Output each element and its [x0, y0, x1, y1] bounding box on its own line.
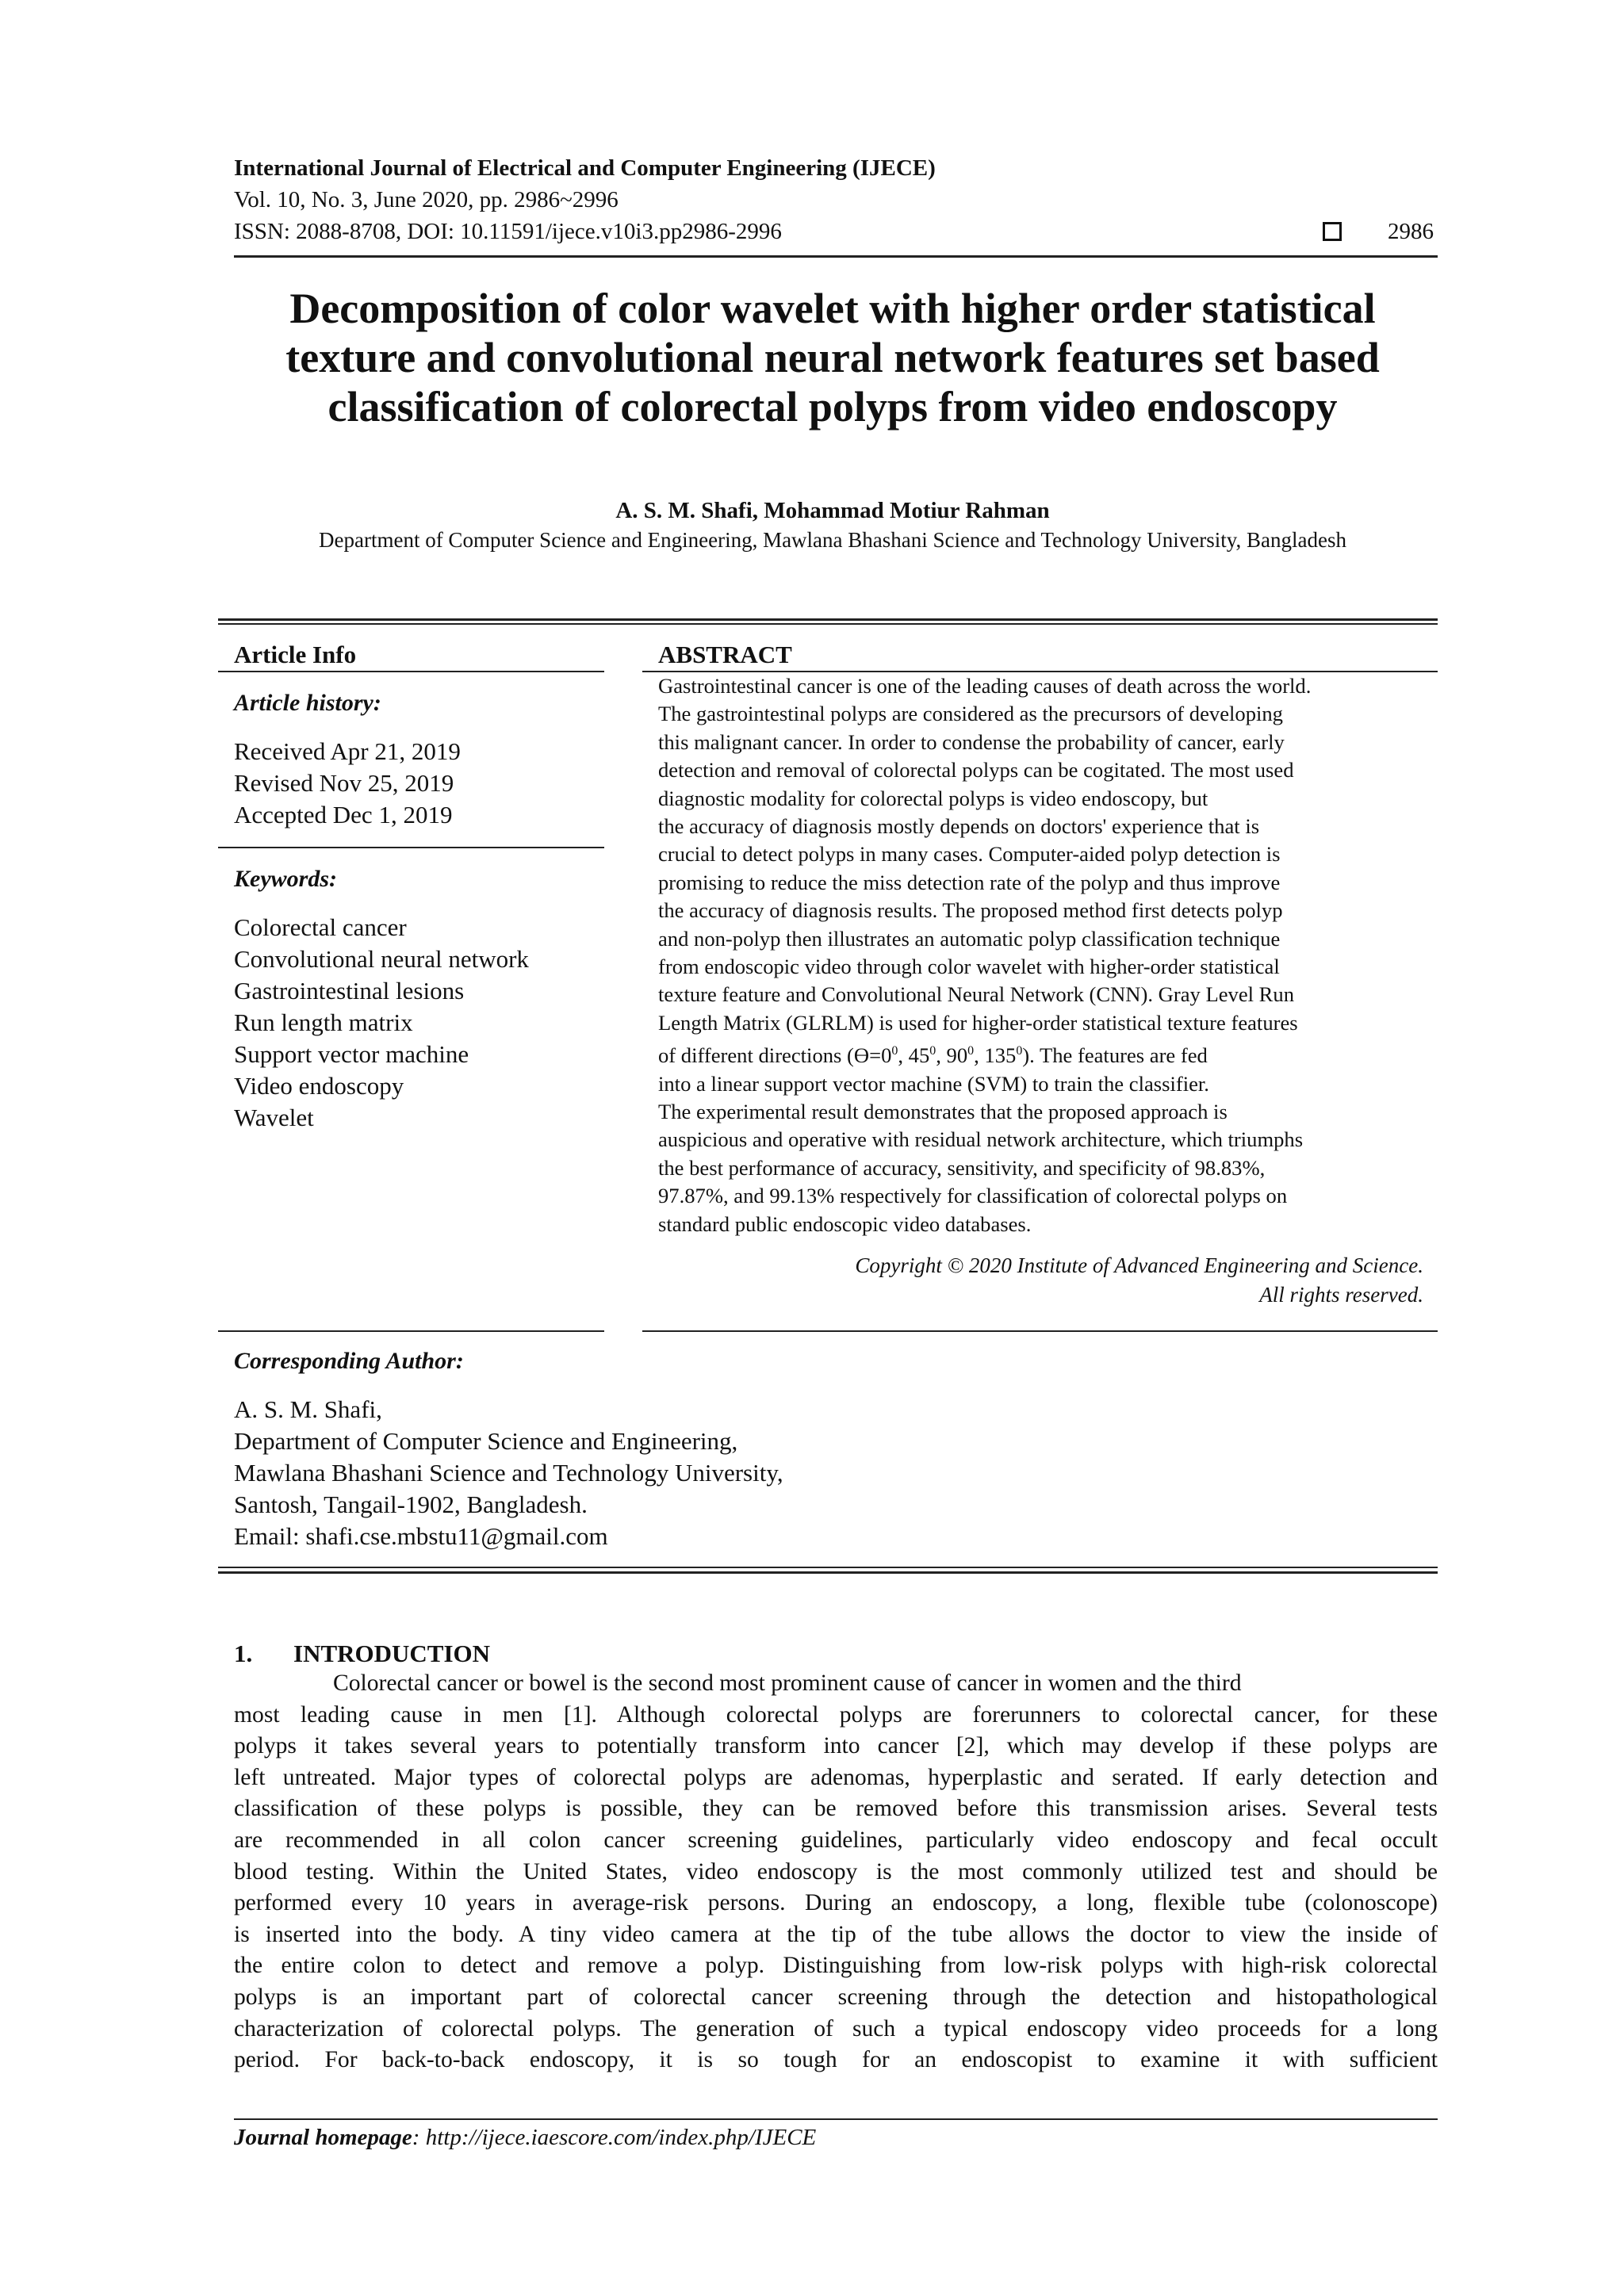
- intro-line: is inserted into the body. A tiny video camera at the tip of the tube allows the doctor to view the inside of: [234, 1921, 1438, 1947]
- intro-line: left untreated. Major types of colorectal polyps are adenomas, hyperplastic and serated. If early detection and: [234, 1764, 1438, 1790]
- author-line: A. S. M. Shafi,: [234, 1395, 382, 1423]
- abstract-line: the best performance of accuracy, sensitivity, and specificity of 98.83%,: [658, 1155, 1266, 1180]
- intro-line: blood testing. Within the United States, video endoscopy is the most commonly utilized test and should be: [234, 1858, 1438, 1885]
- intro-line: performed every 10 years in average-risk persons. During an endoscopy, a long, flexible tube (colonoscope): [234, 1890, 1438, 1916]
- homepage-colon: :: [412, 2125, 426, 2150]
- angle-sup: 0: [1016, 1044, 1023, 1058]
- angle-prefix: of different directions (Ɵ=0: [658, 1043, 892, 1068]
- keyword-item: Support vector machine: [234, 1040, 469, 1068]
- intro-line: the entire colon to detect and remove a polyp. Distinguishing from low-risk polyps with high-risk colorectal: [234, 1953, 1438, 1979]
- abstract-line: standard public endoscopic video databases.: [658, 1211, 1032, 1236]
- author-email: Email: shafi.cse.mbstu11@gmail.com: [234, 1522, 608, 1550]
- abstract-line: the accuracy of diagnosis mostly depends on doctors' experience that is: [658, 814, 1260, 839]
- section-rule-top-2: [218, 623, 1438, 625]
- abstract-line: from endoscopic video through color wavelet with higher-order statistical: [658, 955, 1280, 979]
- volume-info: Vol. 10, No. 3, June 2020, pp. 2986~2996: [234, 187, 619, 212]
- intro-line: Colorectal cancer or bowel is the second most prominent cause of cancer in women and the third: [333, 1670, 1242, 1696]
- abstract-line: diagnostic modality for colorectal polyps is video endoscopy, but: [658, 786, 1208, 810]
- keyword-item: Colorectal cancer: [234, 913, 407, 941]
- intro-line: polyps is an important part of colorectal cancer screening through the detection and histopathological: [234, 1984, 1438, 2010]
- abstract-line: and non-polyp then illustrates an automatic polyp classification technique: [658, 926, 1281, 951]
- keyword-item: Video endoscopy: [234, 1072, 404, 1100]
- keyword-item: Run length matrix: [234, 1008, 413, 1036]
- article-info-rule: [218, 671, 604, 672]
- section-rule-bottom-2: [218, 1571, 1438, 1574]
- intro-body: [234, 1668, 1438, 2076]
- intro-line: characterization of colorectal polyps. The generation of such a typical endoscopy video proceeds for a long: [234, 2015, 1438, 2042]
- title-line: texture and convolutional neural network features set based: [285, 334, 1380, 381]
- journal-name: International Journal of Electrical and Computer Engineering (IJECE): [234, 155, 936, 181]
- corresponding-author-label: Corresponding Author:: [234, 1348, 464, 1374]
- section-rule-bottom: [218, 1567, 1438, 1568]
- copyright-line: Copyright © 2020 Institute of Advanced Engineering and Science.: [855, 1253, 1423, 1277]
- abstract-line: The experimental result demonstrates that the proposed approach is: [658, 1099, 1228, 1123]
- article-history-label: Article history:: [234, 690, 381, 716]
- intro-line: most leading cause in men [1]. Although colorectal polyps are forerunners to colorectal cancer, for these: [234, 1701, 1438, 1728]
- angle-sup: 0: [929, 1044, 936, 1058]
- angle-suffix: ). The features are fed: [1022, 1043, 1208, 1068]
- keyword-item: Gastrointestinal lesions: [234, 977, 465, 1004]
- abstract-line: The gastrointestinal polyps are considered as the precursors of developing: [658, 702, 1283, 726]
- author-line: Mawlana Bhashani Science and Technology University,: [234, 1459, 783, 1487]
- article-info-heading: Article Info: [234, 641, 357, 668]
- keyword-item: Wavelet: [234, 1104, 314, 1131]
- angle-text: , 90: [936, 1043, 968, 1068]
- revised-date: Revised Nov 25, 2019: [234, 769, 454, 797]
- keyword-item: Convolutional neural network: [234, 945, 529, 973]
- intro-line: classification of these polyps is possible, they can be removed before this transmission arises. Several tests: [234, 1796, 1438, 1822]
- paper-title: [159, 284, 1507, 431]
- abstract-line: auspicious and operative with residual network architecture, which triumphs: [658, 1127, 1304, 1152]
- square-box-icon: [1323, 222, 1342, 241]
- angle-text: , 45: [898, 1043, 930, 1068]
- intro-line: polyps it takes several years to potentially transform into cancer [2], which may develop if these polyps are: [234, 1733, 1438, 1759]
- abstract-line: promising to reduce the miss detection rate of the polyp and thus improve: [658, 870, 1281, 894]
- homepage-label: Journal homepage: [234, 2125, 412, 2150]
- abstract-bottom-rule: [642, 1330, 1438, 1332]
- history-rule: [218, 847, 604, 848]
- journal-homepage: [234, 2125, 816, 2151]
- copyright-notice: [658, 1251, 1423, 1310]
- angle-text: , 135: [974, 1043, 1017, 1068]
- abstract-line: the accuracy of diagnosis results. The proposed method first detects polyp: [658, 898, 1283, 923]
- copyright-line: All rights reserved.: [1259, 1283, 1423, 1307]
- abstract-body: [658, 672, 1423, 1238]
- section-rule-top: [218, 618, 1438, 621]
- keywords-rule: [218, 1330, 604, 1332]
- abstract-line: Gastrointestinal cancer is one of the leading causes of death across the world.: [658, 674, 1312, 698]
- angle-sup: 0: [891, 1044, 898, 1058]
- received-date: Received Apr 21, 2019: [234, 737, 461, 765]
- header-rule: [234, 255, 1438, 258]
- affiliation: Department of Computer Science and Engineering, Mawlana Bhashani Science and Technology University, Bangladesh: [319, 528, 1346, 552]
- title-line: classification of colorectal polyps from video endoscopy: [327, 383, 1338, 430]
- authors: A. S. M. Shafi, Mohammad Motiur Rahman: [615, 498, 1050, 523]
- abstract-line: texture feature and Convolutional Neural Network (CNN). Gray Level Run: [658, 982, 1294, 1007]
- abstract-heading: ABSTRACT: [658, 641, 792, 668]
- issn-doi: ISSN: 2088-8708, DOI: 10.11591/ijece.v10i3.pp2986-2996: [234, 219, 782, 244]
- corresponding-author-details: [234, 1394, 783, 1552]
- abstract-angle-line: [658, 1037, 1423, 1070]
- intro-line: period. For back-to-back endoscopy, it is so tough for an endoscopist to examine it with sufficient: [234, 2047, 1438, 2073]
- author-line: Department of Computer Science and Engineering,: [234, 1427, 738, 1455]
- intro-line: are recommended in all colon cancer screening guidelines, particularly video endoscopy and fecal occult: [234, 1827, 1438, 1853]
- title-line: Decomposition of color wavelet with higher order statistical: [289, 285, 1376, 332]
- intro-number: 1.: [234, 1640, 253, 1667]
- abstract-line: crucial to detect polyps in many cases. Computer-aided polyp detection is: [658, 842, 1281, 867]
- accepted-date: Accepted Dec 1, 2019: [234, 801, 453, 828]
- angle-sup: 0: [967, 1044, 975, 1058]
- author-line: Santosh, Tangail-1902, Bangladesh.: [234, 1490, 588, 1518]
- page-number: 2986: [1388, 219, 1434, 244]
- abstract-line: Length Matrix (GLRLM) is used for higher-order statistical texture features: [658, 1010, 1298, 1035]
- abstract-line: into a linear support vector machine (SVM) to train the classifier.: [658, 1071, 1209, 1096]
- abstract-line: detection and removal of colorectal polyps can be cogitated. The most used: [658, 758, 1294, 783]
- abstract-line: 97.87%, and 99.13% respectively for classification of colorectal polyps on: [658, 1184, 1288, 1208]
- keyword-list: [234, 912, 529, 1134]
- homepage-link[interactable]: http://ijece.iaescore.com/index.php/IJECE: [425, 2125, 817, 2150]
- intro-heading: INTRODUCTION: [293, 1640, 491, 1667]
- abstract-line: this malignant cancer. In order to condense the probability of cancer, early: [658, 729, 1285, 754]
- keywords-label: Keywords:: [234, 866, 337, 892]
- footer-rule: [234, 2118, 1438, 2120]
